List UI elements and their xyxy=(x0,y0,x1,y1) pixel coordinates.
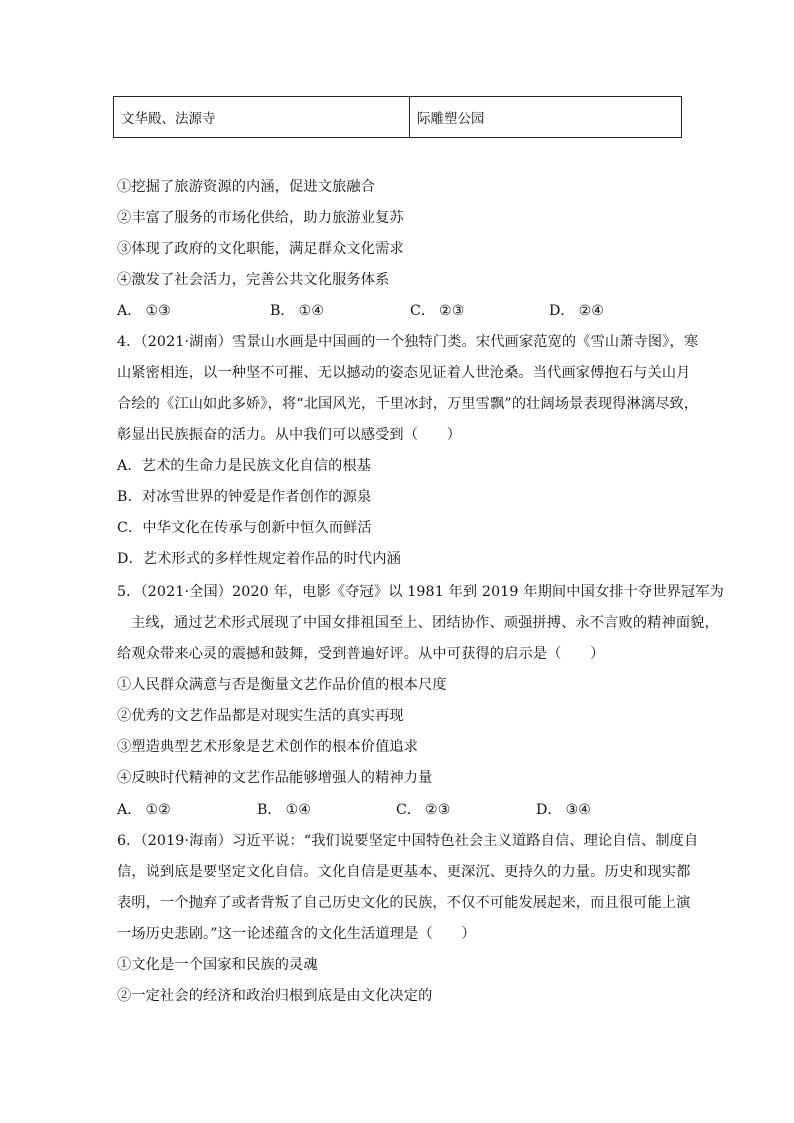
q5-statement-1: ①人民群众满意与否是衡量文艺作品价值的根本尺度 xyxy=(117,677,447,693)
option-text: ①④ xyxy=(298,303,325,319)
option-text: ①③ xyxy=(145,303,171,319)
q4-stem-line-1: 4．（2021·湖南）雪景山水画是中国画的一个独特门类。宋代画家范宽的《雪山萧寺图》，寒 xyxy=(117,334,699,350)
option-text: ②③ xyxy=(439,303,465,319)
option-letter: D． xyxy=(549,303,575,319)
option-letter: C． xyxy=(410,303,436,319)
q5-option-a[interactable] xyxy=(117,800,171,820)
q5-option-c[interactable] xyxy=(396,800,451,820)
option-letter: A． xyxy=(117,802,142,818)
q3-statement-2: ②丰富了服务的市场化供给，助力旅游业复苏 xyxy=(117,210,404,226)
q5-stem-line-1: 5．（2021·全国）2020 年，电影《夺冠》以 1981 年到 2019 年期间中国女排十夺世界冠军为 xyxy=(117,584,724,600)
q6-statement-2: ②一定社会的经济和政治归根到底是由文化决定的 xyxy=(117,988,433,1004)
q3-option-b[interactable] xyxy=(270,301,324,321)
q4-stem-line-4: 彰显出民族振奋的活力。从中我们可以感受到（ ） xyxy=(117,427,462,443)
q4-choice-d[interactable]: D．艺术形式的多样性规定着作品的时代内涵 xyxy=(117,551,401,567)
table-fragment xyxy=(113,96,682,138)
q3-statement-4: ④激发了社会活力，完善公共文化服务体系 xyxy=(117,272,390,288)
q5-option-b[interactable] xyxy=(257,800,311,820)
q6-stem-line-4: 一场历史悲剧。”这一论述蕴含的文化生活道理是（ ） xyxy=(117,926,476,942)
q5-statement-2: ②优秀的文艺作品都是对现实生活的真实再现 xyxy=(117,708,404,724)
q6-stem-line-3: 表明，一个抛弃了或者背叛了自己历史文化的民族，不仅不可能发展起来，而且很可能上演 xyxy=(117,895,691,911)
q5-statement-4: ④反映时代精神的文艺作品能够增强人的精神力量 xyxy=(117,770,433,786)
option-letter: D． xyxy=(536,802,562,818)
q3-option-d[interactable] xyxy=(549,301,604,321)
q3-option-c[interactable] xyxy=(410,301,465,321)
q3-statement-3: ③体现了政府的文化职能，满足群众文化需求 xyxy=(117,241,404,257)
q4-stem-line-3: 合绘的《江山如此多娇》，将“北国风光，千里冰封，万里雪飘”的壮阔场景表现得淋漓尽致， xyxy=(117,396,699,412)
q6-stem-line-2: 信，说到底是要坚定文化自信。文化自信是更基本、更深沉、更持久的力量。历史和现实都 xyxy=(117,864,691,880)
q5-stem-line-2: 主线，通过艺术形式展现了中国女排祖国至上、团结协作、顽强拼搏、永不言败的精神面貌， xyxy=(131,615,719,631)
q5-statement-3: ③塑造典型艺术形象是艺术创作的根本价值追求 xyxy=(117,739,419,755)
table-cell-right: 际雕塑公园 xyxy=(410,97,682,138)
option-letter: C． xyxy=(396,802,422,818)
q5-stem-line-3: 给观众带来心灵的震撼和鼓舞，受到普遍好评。从中可获得的启示是（ ） xyxy=(117,646,605,662)
option-text: ②③ xyxy=(425,802,451,818)
option-text: ①② xyxy=(145,802,171,818)
q4-choice-a[interactable]: A．艺术的生命力是民族文化自信的根基 xyxy=(117,458,372,474)
option-letter: A． xyxy=(117,303,142,319)
q5-option-d[interactable] xyxy=(536,800,591,820)
q4-stem-line-2: 山紧密相连，以一种坚不可摧、无以撼动的姿态见证着人世沧桑。当代画家傅抱石与关山月 xyxy=(117,365,691,381)
option-letter: B． xyxy=(270,303,295,319)
q3-statement-1: ①挖掘了旅游资源的内涵，促进文旅融合 xyxy=(117,179,376,195)
q4-choice-b[interactable]: B．对冰雪世界的钟爱是作者创作的源泉 xyxy=(117,489,372,505)
option-text: ③④ xyxy=(565,802,592,818)
q6-statement-1: ①文化是一个国家和民族的灵魂 xyxy=(117,957,318,973)
option-text: ②④ xyxy=(578,303,605,319)
q4-choice-c[interactable]: C．中华文化在传承与创新中恒久而鲜活 xyxy=(117,520,372,536)
q3-option-a[interactable] xyxy=(117,301,171,321)
q6-stem-line-1: 6．（2019·海南）习近平说：“我们说要坚定中国特色社会主义道路自信、理论自信、制度自 xyxy=(117,833,699,849)
option-text: ①④ xyxy=(285,802,312,818)
table-row xyxy=(114,97,682,138)
option-letter: B． xyxy=(257,802,282,818)
table-cell-left: 文华殿、法源寺 xyxy=(114,97,410,138)
